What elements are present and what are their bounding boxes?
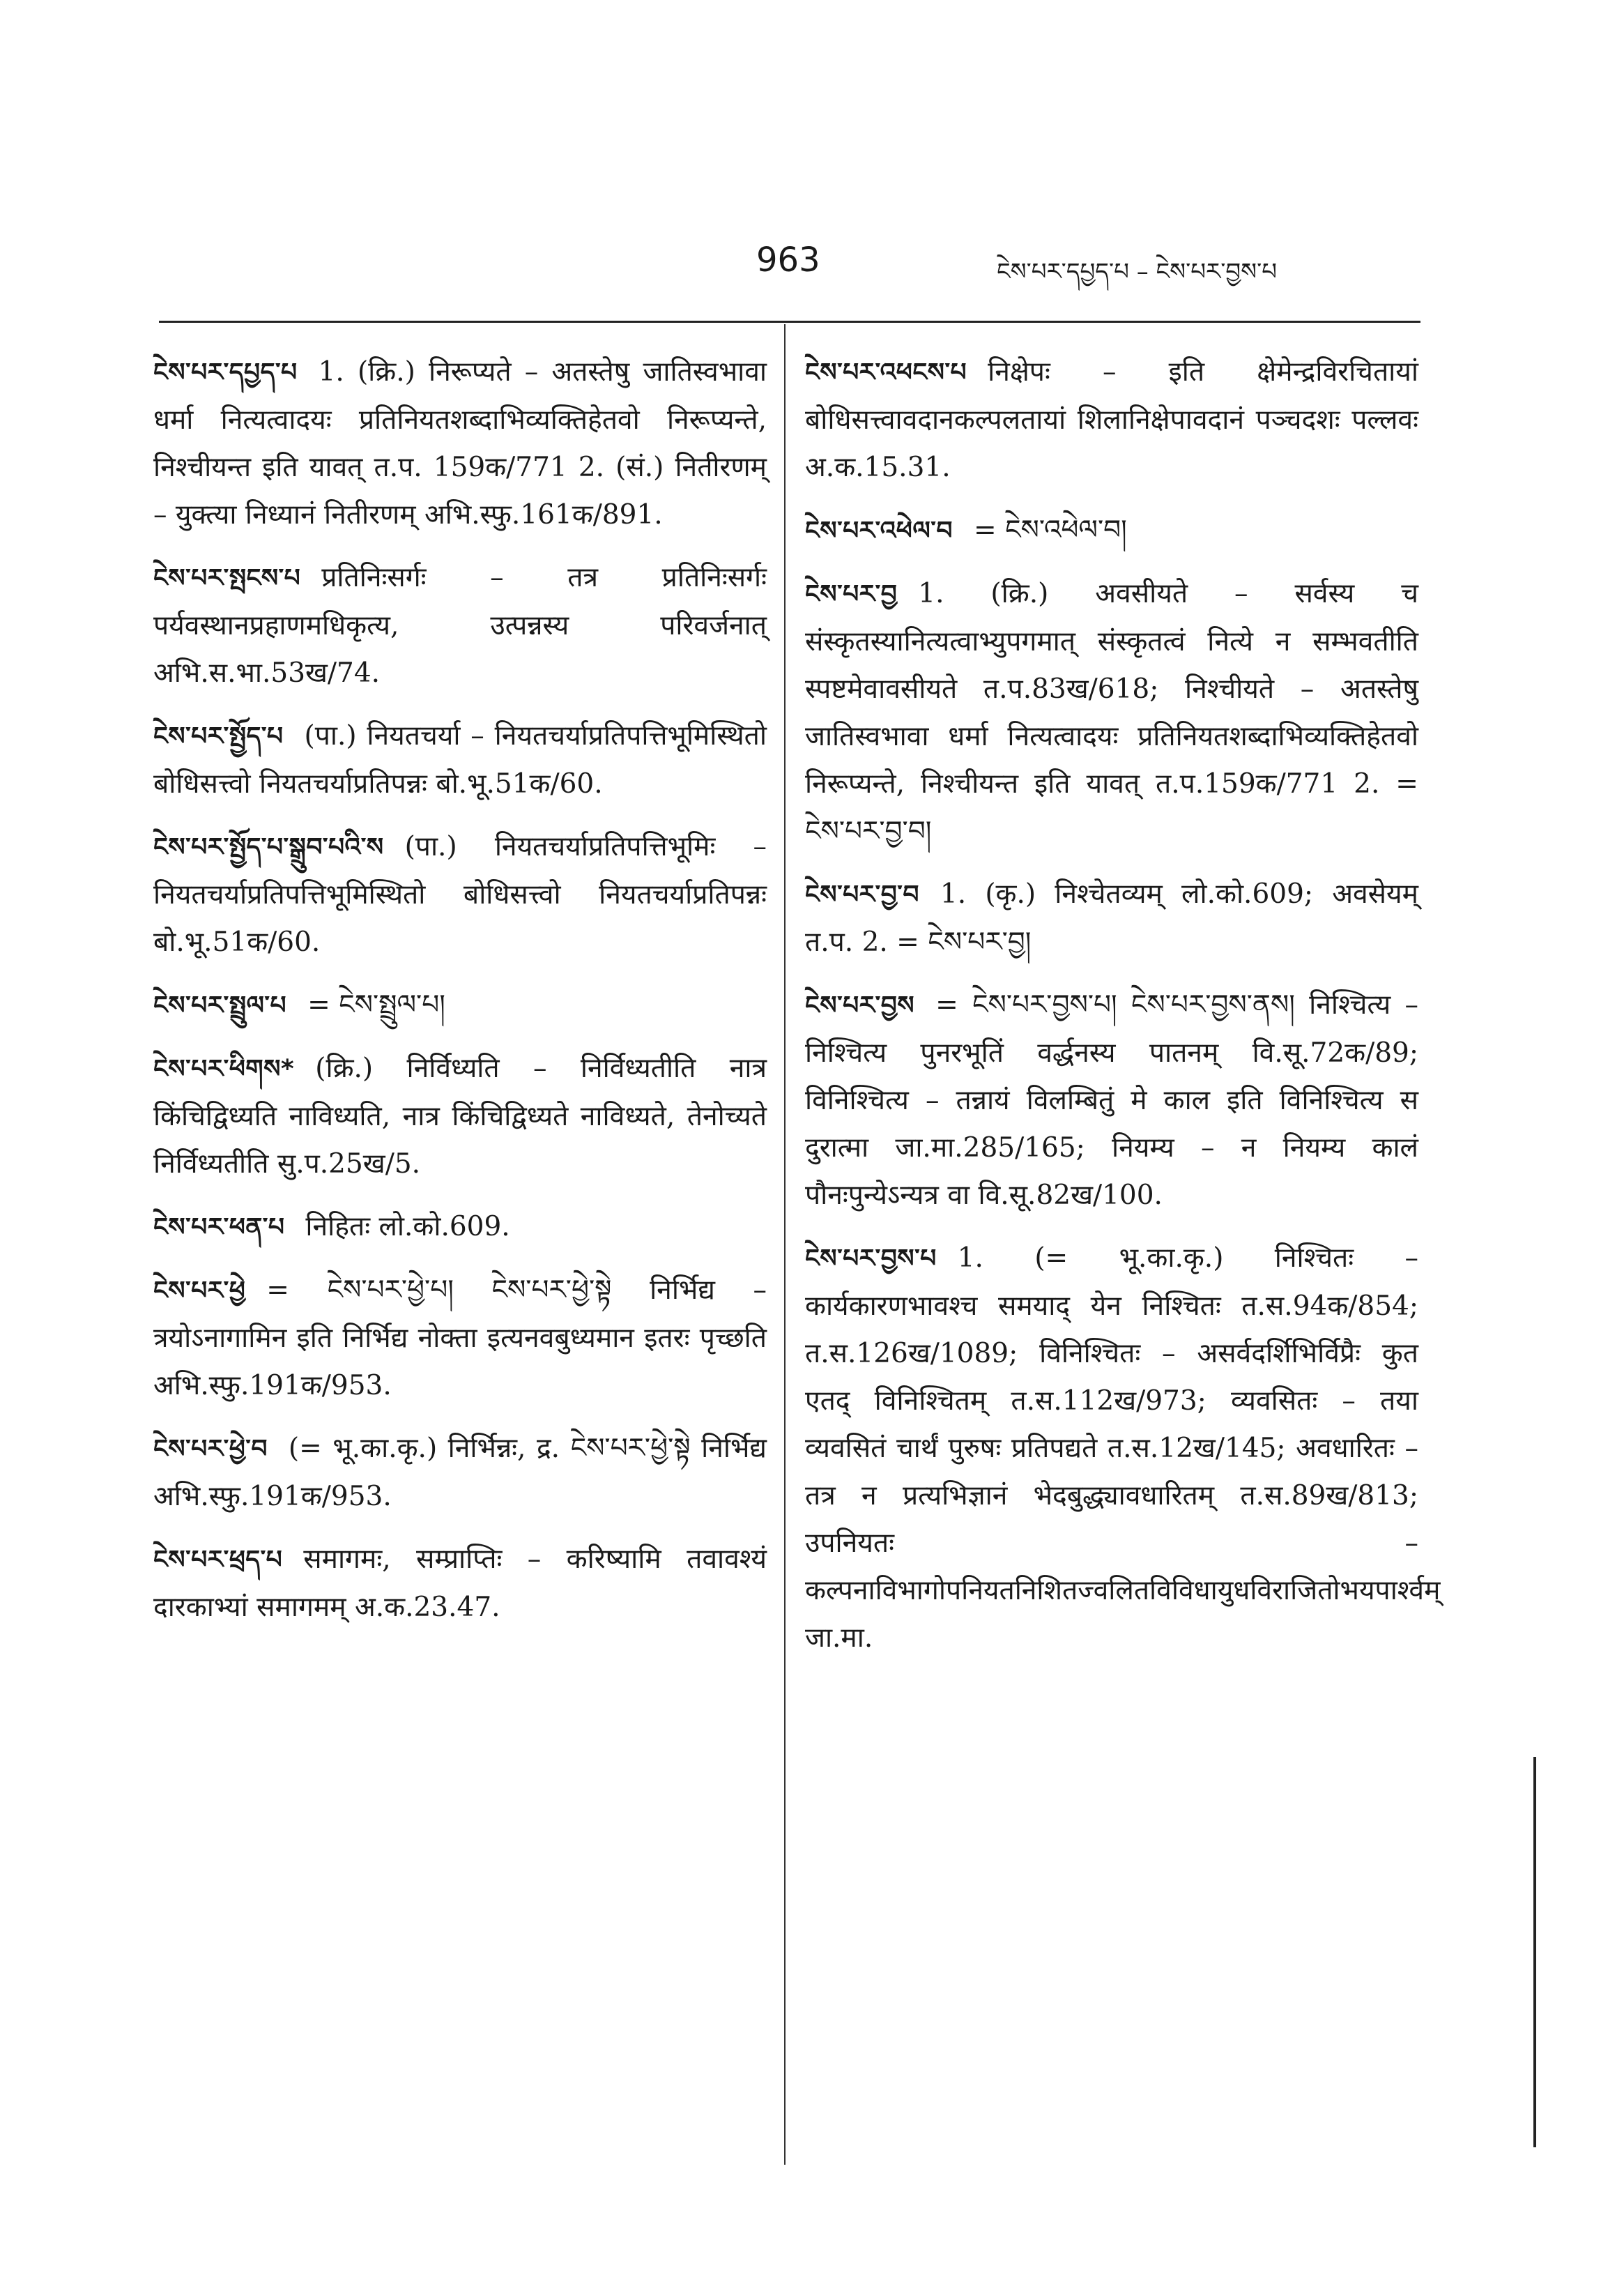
entry-text: 1. (= भू.का.कृ.) निश्चितः – कार्यकारणभावश्च समयाद् येन निश्चितः त.स.94क/854; त.स.126ख/1089; विनिश्चितः – असर्वदर्शिभिर्विप्रैः कुत एतद् विनिश्चितम् त.स.112ख/973; व्यवसितः – तया व्यवसितं चार्थं पुरुषः प्रतिपद्यते त.स.12ख/145; अवधारितः – तत्र न प्रत्यभिज्ञानं भेदबुद्ध्यावधारितम् त.स.89ख/813; उपनियतः – कल्पनाविभागोपनियतनिशितज्वलितविविधायुधविराजितोभयपार्श्वम् जा.मा. (805, 1242, 1441, 1654)
entry-headword: ངེས་པར་བྱ (805, 580, 898, 609)
dictionary-entry (153, 1536, 767, 1631)
entry-headword: ངེས་པར་སྤྱོད་པ་སྒྲུབ་པའི་ས (153, 833, 384, 862)
entry-text: (= भू.का.कृ.) निर्भिन्नः, द्र. ངེས་པར་ཕྱེ་སྟེ निर्भिद्य अभि.स्फु.191क/953. (153, 1433, 767, 1512)
column-divider (784, 324, 786, 2165)
running-head: ངེས་པར་དཔྱད་པ – ངེས་པར་བྱས་པ (997, 258, 1278, 286)
entry-text: (पा.) नियतचर्याप्रतिपत्तिभूमिः – नियतचर्याप्रतिपत्तिभूमिस्थितो बोधिसत्त्वो नियतचर्याप्रतिपन्नः बो.भू.51क/60. (153, 831, 767, 958)
dictionary-entry (805, 507, 1418, 555)
dictionary-entry (153, 1267, 767, 1410)
entry-text: = ངེས་འཕེལ་བ། (973, 515, 1127, 546)
entry-headword: ངེས་པར་སྤངས་པ (153, 564, 301, 593)
entry-text: (क्रि.) निर्विध्यति – निर्विध्यतीति नात्र किंचिद्विध्यति नाविध्यति, नात्र किंचिद्विध्यते नाविध्यते, तेनोच्यते निर्विध्यतीति सु.प.25ख/5. (153, 1053, 767, 1180)
dictionary-entry (153, 1425, 767, 1521)
dictionary-entry (153, 713, 767, 808)
entry-headword: ངེས་པར་ཕིགས* (153, 1055, 295, 1083)
entry-headword: ངེས་པར་སྤྲུལ་པ (153, 991, 287, 1020)
entry-headword: ངེས་པར་བྱས་པ (805, 1244, 937, 1273)
entry-text: = ངེས་པར་བྱས་པ། ངེས་པར་བྱས་ནས། निश्चित्य – निश्चित्य पुनरभूतिं वर्द्धनस्य पातनम् वि.सू.72क/89; विनिश्चित्य – तन्नायं विलम्बितुं मे काल इति विनिश्चित्य स दुरात्मा जा.मा.285/165; नियम्य – न नियम्य कालं पौनःपुन्येऽन्यत्र वा वि.सू.82ख/100. (805, 989, 1418, 1211)
margin-line (1533, 1757, 1536, 2147)
entry-headword: ངེས་པར་འཕངས་པ (805, 358, 967, 387)
entry-text: प्रतिनिःसर्गः – तत्र प्रतिनिःसर्गः पर्यवस्थानप्रहाणमधिकृत्य, उत्पन्नस्य परिवर्जनात् अभि.स.भा.53ख/74. (153, 562, 767, 689)
entry-text: (पा.) नियतचर्या – नियतचर्याप्रतिपत्तिभूमिस्थितो बोधिसत्त्वो नियतचर्याप्रतिपन्नः बो.भू.51क/60. (153, 720, 767, 800)
entry-headword: ངེས་པར་སྤྱོད་པ (153, 722, 284, 751)
entry-headword: ངེས་པར་བྱ་བ (805, 881, 919, 909)
entry-headword: ངེས་པར་ཕྲད་པ (153, 1546, 283, 1574)
entry-text: 1. (कृ.) निश्चेतव्यम् लो.को.609; अवसेयम् त.प. 2. = ངེས་པར་བྱ། (805, 878, 1418, 958)
dictionary-entry (153, 1045, 767, 1188)
entry-text: निहितः लो.को.609. (305, 1211, 510, 1242)
dictionary-entry (153, 982, 767, 1030)
entry-headword: ངེས་པར་བྱས (805, 991, 915, 1020)
right-column (805, 349, 1441, 1677)
dictionary-entry (805, 982, 1418, 1219)
entry-text: = ངེས་པར་ཕྱེ་པ། ངེས་པར་ཕྱེ་སྟེ निर्भिद्य – त्रयोऽनागामिन इति निर्भिद्य नोक्ता इत्यनवबुध्यमान इतरः पृच्छति अभि.स्फु.191क/953. (153, 1274, 767, 1401)
entry-text: 1. (क्रि.) अवसीयते – सर्वस्य च संस्कृतस्यानित्यत्वाभ्युपगमात् संस्कृतत्वं नित्ये न सम्भवतीति स्पष्टमेवावसीयते त.प.83ख/618; निश्चीयते – अतस्तेषु जातिस्वभावा धर्मा नित्यत्वादयः प्रतिनियतशब्दाभिव्यक्तिहेतवो निरूप्यन्ते, निश्चीयन्त इति यावत् त.प.159क/771 2. = ངེས་པར་བྱ་བ། (805, 578, 1418, 847)
dictionary-entry (153, 1203, 767, 1251)
top-rule (159, 321, 1420, 323)
dictionary-entry (805, 1235, 1441, 1662)
entry-headword: ངེས་པར་ཕྱེ་བ (153, 1435, 268, 1463)
dictionary-entry (153, 823, 767, 966)
left-column (153, 349, 767, 1647)
entry-headword: ངེས་པར་ཕྱེ (153, 1277, 246, 1305)
dictionary-entry (805, 871, 1418, 966)
entry-headword: ངེས་པར་ཕན་པ (153, 1213, 285, 1242)
entry-text: निक्षेपः – इति क्षेमेन्द्रविरचितायां बोधिसत्त्वावदानकल्पलतायां शिलानिक्षेपावदानं पञ्चदशः पल्लवः अ.क.15.31. (805, 356, 1418, 483)
page-number: 963 (756, 241, 820, 280)
entry-headword: ངེས་པར་འཕེལ་བ (805, 517, 953, 545)
dictionary-entry (805, 349, 1418, 492)
page-header (0, 241, 1624, 296)
entry-text: 1. (क्रि.) निरूप्यते – अतस्तेषु जातिस्वभावा धर्मा नित्यत्वादयः प्रतिनियतशब्दाभिव्यक्तिहेतवो निरूप्यन्ते, निश्चीयन्त इति यावत् त.प. 159क/771 2. (सं.) नितीरणम् – युक्त्या निध्यानं नितीरणम् अभि.स्फु.161क/891. (153, 356, 767, 531)
dictionary-entry (153, 349, 767, 539)
entry-text: समागमः, सम्प्राप्तिः – करिष्यामि तवावश्यं दारकाभ्यां समागमम् अ.क.23.47. (153, 1544, 767, 1623)
dictionary-entry (805, 570, 1418, 855)
dictionary-entry (153, 554, 767, 697)
entry-text: = ངེས་སྤྲུལ་པ། (307, 989, 445, 1021)
entry-headword: ངེས་པར་དཔྱད་པ (153, 358, 298, 387)
